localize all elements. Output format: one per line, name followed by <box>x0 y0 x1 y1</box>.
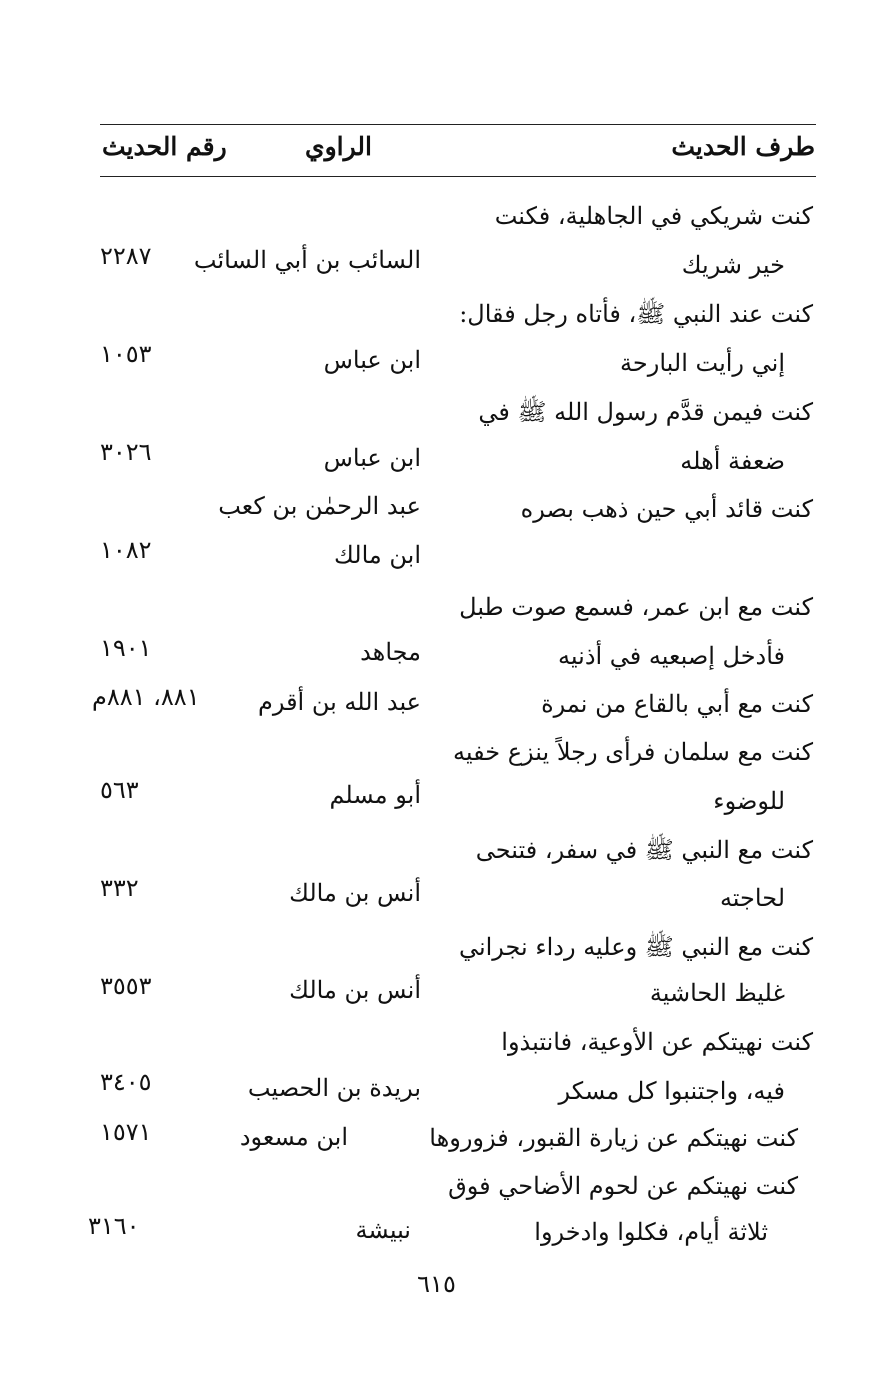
narrator-name: عبد الله بن أقرم <box>257 688 421 716</box>
narrator-name: أنس بن مالك <box>289 976 421 1004</box>
hadith-text-line: كنت فيمن قدَّم رسول الله ﷺ في <box>478 398 813 426</box>
hadith-number: ٣٣٢ <box>100 874 139 902</box>
hadith-text-line: ضعفة أهله <box>680 447 785 475</box>
hadith-text-line: خير شريك <box>681 251 785 279</box>
hadith-text-line: كنت مع سلمان فرأى رجلاً ينزع خفيه <box>453 738 813 766</box>
hadith-text-line: فيه، واجتنبوا كل مسكر <box>558 1077 785 1105</box>
hadith-text-line: كنت نهيتكم عن الأوعية، فانتبذوا <box>501 1028 813 1056</box>
hadith-text-line: للوضوء <box>713 787 785 815</box>
hadith-number: ١٠٥٣ <box>100 340 152 368</box>
narrator-name: أبو مسلم <box>329 781 421 809</box>
page-number: ٦١٥ <box>417 1270 456 1298</box>
header-narrator: الراوي <box>305 132 372 161</box>
narrator-name: ابن عباس <box>323 444 421 472</box>
hadith-text-line: لحاجته <box>719 884 785 912</box>
hadith-text-line: كنت قائد أبي حين ذهب بصره <box>520 495 813 523</box>
hadith-text-line: كنت مع أبي بالقاع من نمرة <box>541 690 813 718</box>
hadith-text-line: كنت عند النبي ﷺ، فأتاه رجل فقال: <box>459 300 813 328</box>
hadith-text-line: كنت مع ابن عمر، فسمع صوت طبل <box>459 593 813 621</box>
hadith-text-line: كنت مع النبي ﷺ وعليه رداء نجراني <box>458 933 813 961</box>
narrator-name: ابن مسعود <box>239 1123 348 1151</box>
narrator-name: عبد الرحمٰن بن كعب <box>218 492 421 520</box>
hadith-number: ١٠٨٢ <box>100 536 152 564</box>
hadith-text-line: غليظ الحاشية <box>649 979 785 1007</box>
narrator-name: أنس بن مالك <box>289 879 421 907</box>
hadith-number: ١٥٧١ <box>100 1118 152 1146</box>
hadith-number: ٨٨١، ٨٨١م <box>92 683 200 711</box>
hadith-text-line: كنت نهيتكم عن زيارة القبور، فزوروها <box>429 1124 798 1152</box>
header-hadith: طرف الحديث <box>671 132 815 161</box>
narrator-name: مجاهد <box>360 638 421 666</box>
header-rule <box>100 176 816 177</box>
narrator-name: بريدة بن الحصيب <box>247 1074 421 1102</box>
hadith-number: ٣٤٠٥ <box>100 1068 152 1096</box>
hadith-number: ١٩٠١ <box>100 634 152 662</box>
hadith-number: ٢٢٨٧ <box>100 242 152 270</box>
hadith-text-line: ثلاثة أيام، فكلوا وادخروا <box>534 1218 768 1246</box>
hadith-number: ٣١٦٠ <box>88 1212 140 1240</box>
hadith-text-line: كنت مع النبي ﷺ في سفر، فتنحى <box>475 836 813 864</box>
hadith-text-line: فأدخل إصبعيه في أذنيه <box>558 642 785 670</box>
narrator-name: السائب بن أبي السائب <box>193 246 421 274</box>
hadith-text-line: كنت شريكي في الجاهلية، فكنت <box>494 202 813 230</box>
narrator-name: ابن عباس <box>323 346 421 374</box>
hadith-number: ٣٥٥٣ <box>100 972 152 1000</box>
hadith-number: ٥٦٣ <box>100 776 139 804</box>
top-rule <box>100 124 816 125</box>
narrator-name: ابن مالك <box>334 541 421 569</box>
hadith-text-line: كنت نهيتكم عن لحوم الأضاحي فوق <box>448 1172 798 1200</box>
hadith-number: ٣٠٢٦ <box>100 438 152 466</box>
header-number: رقم الحديث <box>102 132 227 161</box>
narrator-name: نبيشة <box>355 1216 411 1244</box>
hadith-text-line: إني رأيت البارحة <box>620 349 785 377</box>
